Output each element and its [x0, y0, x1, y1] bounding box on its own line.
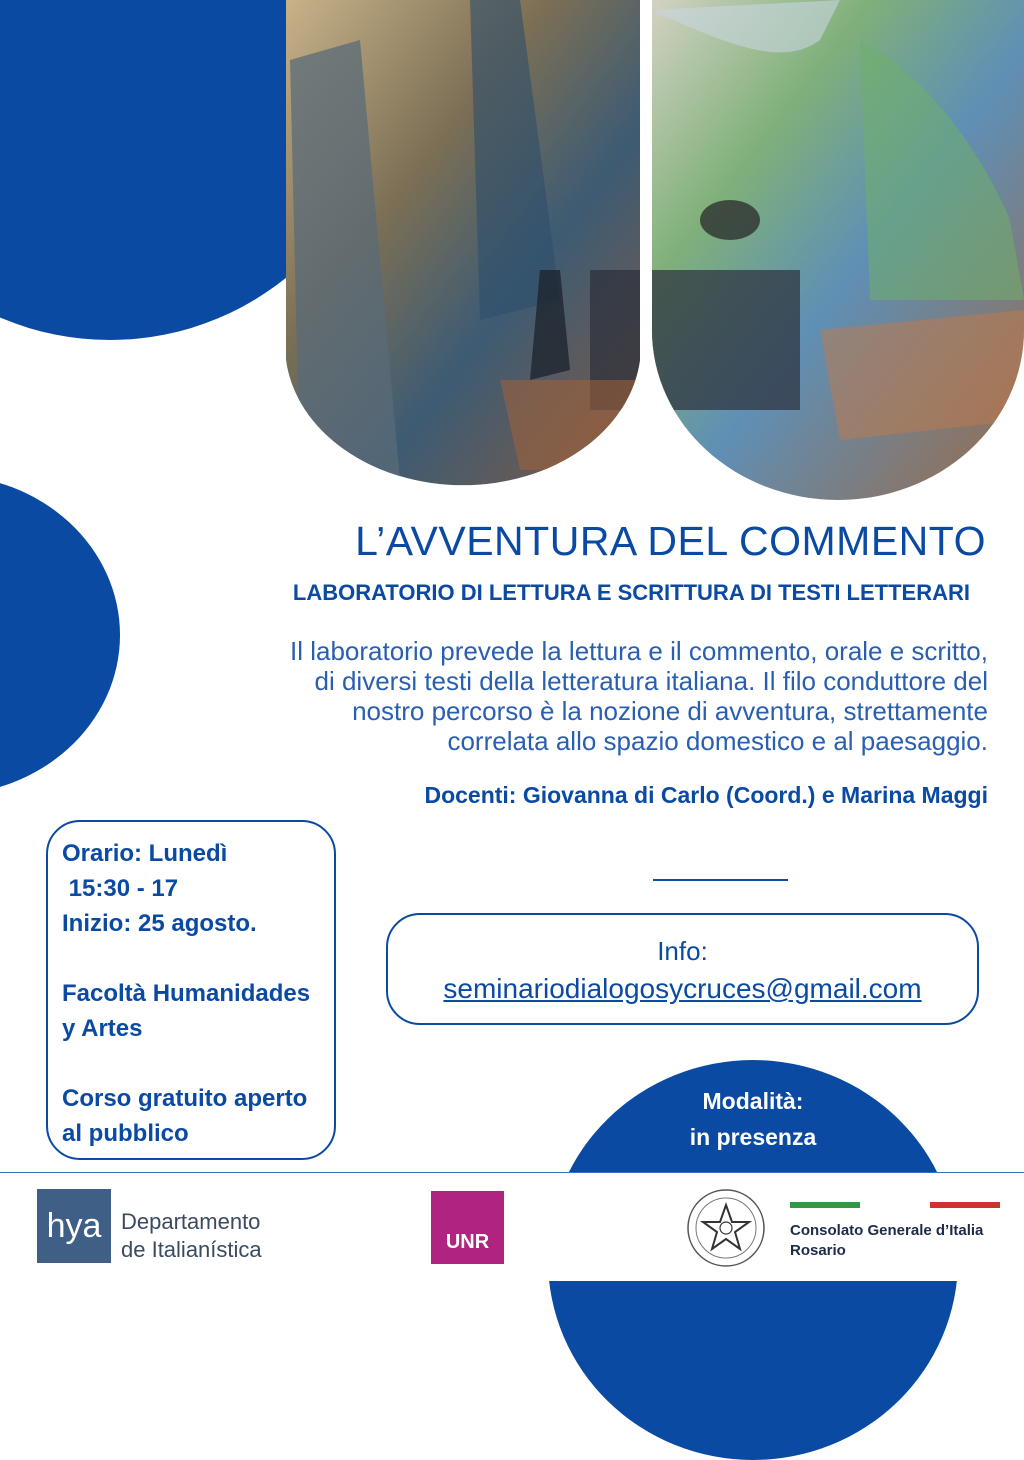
department-line-2: de Italianística	[121, 1237, 262, 1262]
info-label: Info:	[657, 936, 708, 966]
description-line: di diversi testi della letteratura italiana. Il filo conduttore del	[314, 666, 988, 696]
modalita-info	[600, 1083, 906, 1155]
schedule-box	[46, 820, 336, 1160]
info-email-link[interactable]: seminariodialogosycruces@gmail.com	[443, 973, 922, 1004]
free-course-line-2: al pubblico	[62, 1120, 189, 1147]
faculty-line-1: Facoltà Humanidades	[62, 980, 311, 1007]
divider	[653, 879, 788, 881]
unr-logo: UNR	[431, 1191, 504, 1264]
schedule-day: Orario: Lunedì	[62, 840, 228, 867]
description-line: Il laboratorio prevede la lettura e il commento, orale e scritto,	[289, 636, 988, 666]
consulate-line-2: Rosario	[790, 1242, 846, 1259]
italian-emblem-icon	[683, 1185, 769, 1271]
painting-image	[0, 0, 1024, 500]
hya-logo: hya	[37, 1189, 111, 1263]
italian-flag-bar	[790, 1202, 1000, 1208]
consulate-name	[790, 1221, 983, 1261]
description-line: correlata allo spazio domestico e al paesaggio.	[447, 726, 988, 756]
faculty-line-2: y Artes	[62, 1015, 143, 1042]
department-name	[121, 1208, 262, 1264]
department-line-1: Departamento	[121, 1209, 261, 1234]
course-description	[120, 636, 988, 756]
description-line: nostro percorso è la nozione di avventura, strettamente	[352, 696, 988, 726]
decorative-circle-left	[0, 475, 120, 795]
free-course-line-1: Corso gratuito aperto	[62, 1085, 308, 1112]
schedule-start-date: Inizio: 25 agosto.	[62, 910, 257, 937]
schedule-time: 15:30 - 17	[62, 875, 179, 902]
teachers-line: Docenti: Giovanna di Carlo (Coord.) e Marina Maggi	[424, 782, 988, 808]
modalita-value: in presenza	[689, 1124, 817, 1150]
modalita-label: Modalità:	[702, 1088, 804, 1114]
page-subtitle: LABORATORIO DI LETTURA E SCRITTURA DI TESTI LETTERARI	[292, 580, 970, 605]
page-title: L’AVVENTURA DEL COMMENTO	[355, 518, 986, 564]
info-box	[386, 913, 979, 1025]
consulate-line-1: Consolato Generale d’Italia	[790, 1222, 984, 1239]
